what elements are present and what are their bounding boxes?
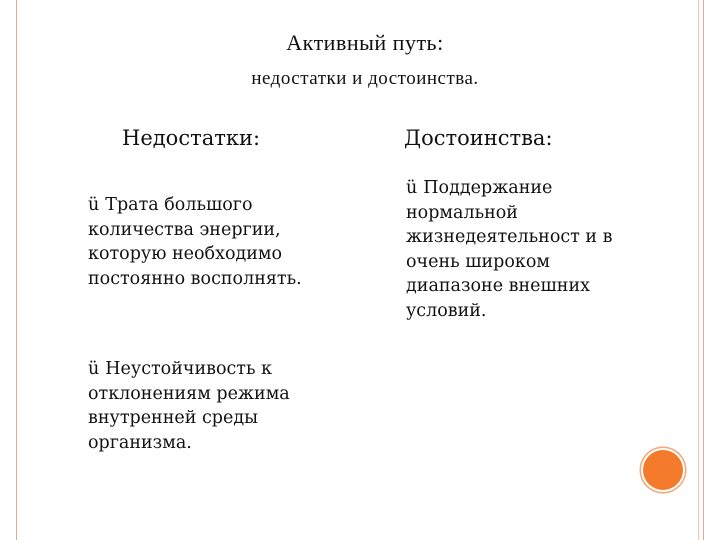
disadvantage-item-2-text: Неустойчивость к отклонениям режима внутренней среды организма.: [88, 359, 290, 453]
advantage-item-1-text: Поддержание нормальной жизнедеятельност и в очень широком диапазоне внешних условий.: [406, 178, 613, 321]
disadvantage-item-1-text: Трата большого количества энергии, которую необходимо постоянно восполнять.: [88, 195, 302, 289]
disadvantages-heading: Недостатки:: [122, 126, 261, 150]
check-icon: ü: [88, 195, 100, 215]
check-icon: ü: [406, 178, 418, 198]
decorative-circle-icon: [643, 450, 683, 490]
advantage-item-1: [406, 176, 646, 323]
check-icon: ü: [88, 359, 100, 379]
disadvantage-item-1: [88, 193, 358, 291]
slide-title: Активный путь:: [286, 30, 444, 55]
disadvantage-item-2: [88, 357, 358, 455]
advantages-heading: Достоинства:: [404, 126, 553, 150]
slide-subtitle: недостатки и достоинства.: [251, 68, 479, 89]
